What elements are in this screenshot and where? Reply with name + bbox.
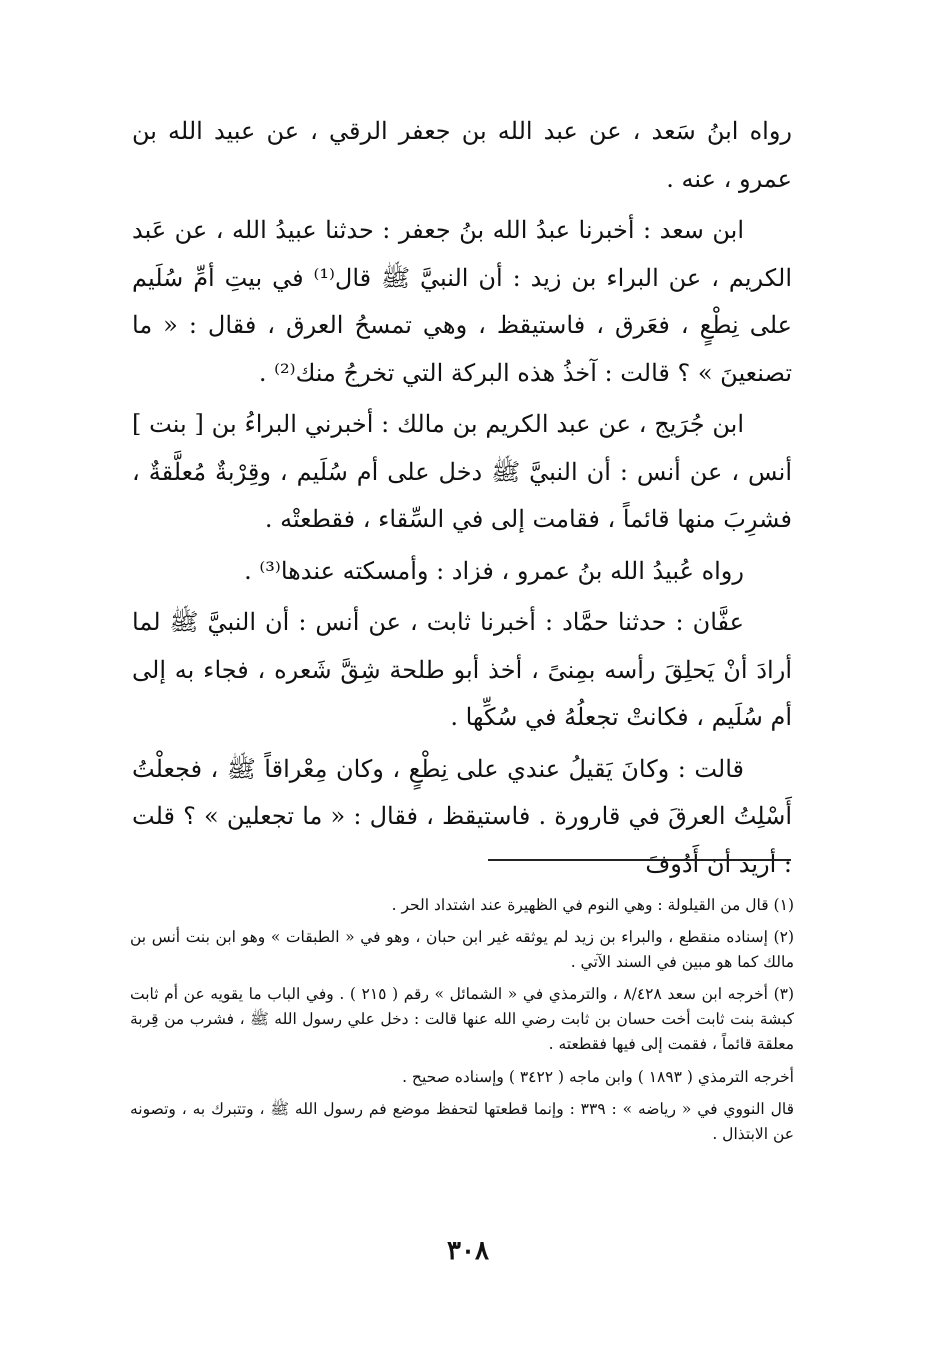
footnote-3-nawawi: قال النووي في « رياضه » : ٣٣٩ : وإنما قطعتها لتحفظ موضع فم رسول الله ﷺ ، وتتبرك به ، وتصونه عن الابتذال .: [130, 1100, 794, 1143]
footnotes: [130, 893, 794, 1154]
footnote-3: (٣) أخرجه ابن سعد ٨/٤٢٨ ، والترمذي في « الشمائل » رقم ( ٢١٥ ) . وفي الباب ما يقويه عن أم ثابت كبشة بنت ثابت أخت حسان بن ثابت رضي الله عنها قالت : دخل علي رسول الله ﷺ ، فشرب من قِربة معلقة قائماً ، فقمت إلى فيها فقطعته .: [130, 985, 795, 1053]
paragraph-ibn-jurayj-hadith: ابن جُرَيج ، عن عبد الكريم بن مالك : أخبرني البراءُ بن [ بنت ] أنس ، عن أنس : أن النبيَّ ﷺ دخل على أم سُلَيم ، وقِرْبةٌ مُعلَّقةٌ ، فشرِبَ منها قائماً ، فقامت إلى في السِّقاء ، فقطعتْه .: [132, 410, 792, 533]
footnote-2: (٢) إسناده منقطع ، والبراء بن زيد لم يوثقه غير ابن حبان ، وهو في « الطبقات » وهو ابن بنت أنس بن مالك كما هو مبين في السند الآتي .: [130, 928, 794, 971]
paragraph-affan-hadith: عفَّان : حدثنا حمَّاد : أخبرنا ثابت ، عن أنس : أن النبيَّ ﷺ لما أرادَ أنْ يَحلِقَ رأسه بمِنىً ، أخذ أبو طلحة شِقَّ شَعره ، فجاء به إلى أم سُلَيم ، فكانتْ تجعلُهُ في سُكِّها .: [132, 608, 792, 731]
page-number: ٣٠٨: [447, 1236, 489, 1266]
paragraph-ubaydullah-addition: رواه عُبيدُ الله بنُ عمرو ، فزاد : وأمسكته عندها⁽³⁾ .: [244, 556, 744, 585]
paragraph-ibn-saad-hadith: ابن سعد : أخبرنا عبدُ الله بنُ جعفر : حدثنا عبيدُ الله ، عن عَبد الكريم ، عن البراء بن زيد : أن النبيَّ ﷺ قال⁽¹⁾ في بيتِ أمِّ سُلَيم على نِطْعٍ ، فعَرق ، فاستيقظ ، وهي تمسحُ العرق ، فقال : « ما تصنعينَ » ؟ قالت : آخذُ هذه البركة التي تخرجُ منك⁽²⁾ .: [132, 216, 792, 387]
footnote-separator: [488, 859, 791, 861]
main-text: [132, 108, 792, 892]
paragraph-qalat: قالت : وكانَ يَقيلُ عندي على نِطْعٍ ، وكان مِعْراقاً ﷺ ، فجعلْتُ أَسْلِتُ العرقَ في قارورة . فاستيقظ ، فقال : « ما تجعلين » ؟ قلت : أريد أن أَدُوفَ: [132, 754, 792, 878]
footnote-3-continuation: أخرجه الترمذي ( ١٨٩٣ ) وابن ماجه ( ٣٤٢٢ ) وإسناده صحيح .: [402, 1068, 794, 1086]
footnote-1: (١) قال من القيلولة : وهي النوم في الظهيرة عند اشتداد الحر .: [391, 896, 794, 914]
paragraph-ibn-saad-narration: رواه ابنُ سَعد ، عن عبد الله بن جعفر الرقي ، عن عبيد الله بن عمرو ، عنه .: [132, 117, 792, 193]
